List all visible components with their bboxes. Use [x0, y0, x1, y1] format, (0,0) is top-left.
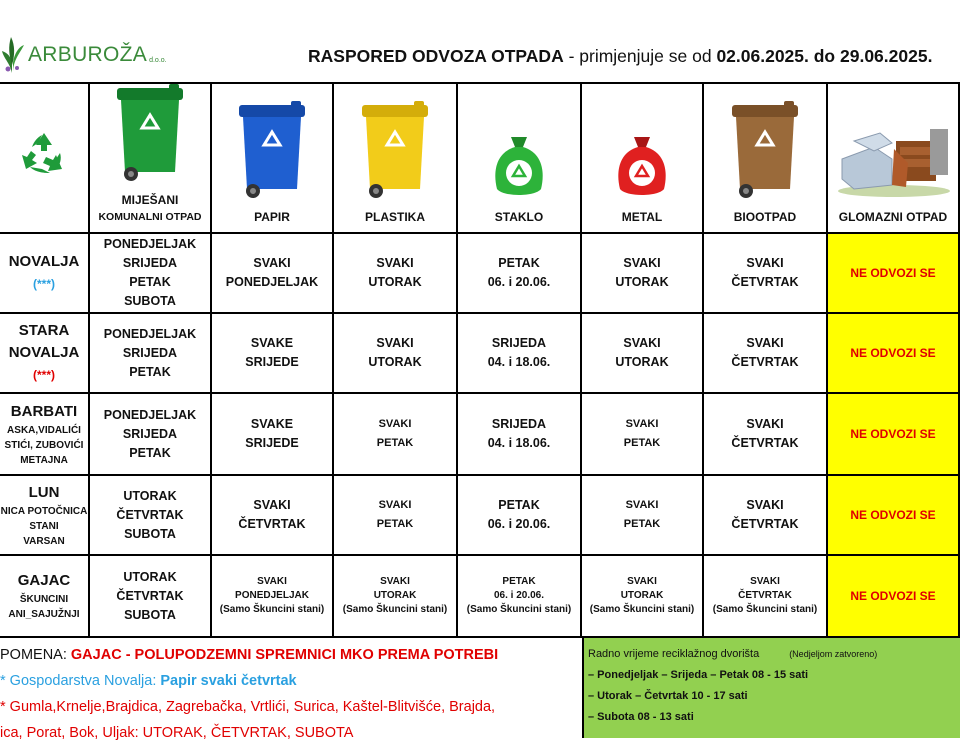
schedule-text: SRIJEDA: [122, 256, 178, 270]
schedule-text: PONEDJELJAK: [103, 326, 197, 341]
schedule-text: 04. i 18.06.: [487, 355, 551, 369]
schedule-text: PONEDJELJAK: [103, 407, 197, 422]
schedule-text: SVAKI: [376, 336, 414, 350]
schedule-text: SVAKI: [746, 417, 784, 431]
schedule-text: SVAKI: [750, 576, 780, 587]
schedule-text: UTORAK: [368, 355, 422, 369]
schedule-cell-glomazni: [828, 556, 960, 638]
remarks: [0, 638, 582, 741]
schedule-text: PONEDJELJAK: [225, 275, 319, 289]
schedule-text: ČETVRTAK: [116, 588, 184, 603]
location-name: GAJAC: [17, 572, 71, 589]
column-header-mijesani: [90, 84, 212, 234]
location-name: NOVALJA: [8, 253, 80, 270]
schedule-cell-mijesani: [90, 476, 212, 556]
schedule-text: SVAKI: [625, 499, 659, 511]
remark-line-4: ica, Porat, Bok, Uljak: UTORAK, ČETVRTAK, SUBOTA: [0, 725, 354, 741]
schedule-table: [0, 82, 960, 638]
schedule-text: NE ODVOZI SE: [850, 588, 936, 603]
schedule-text: NE ODVOZI SE: [850, 265, 936, 280]
remark-novalja-prefix: * Gospodarstva Novalja:: [0, 673, 161, 689]
schedule-text: SRIJEDA: [491, 336, 547, 350]
remark-line-1: [0, 642, 582, 668]
column-header-recycle: [0, 84, 90, 234]
schedule-text: SVAKI: [746, 336, 784, 350]
schedule-text: (Samo Škuncini stani): [589, 604, 695, 615]
schedule-cell-biootpad: [704, 314, 828, 394]
schedule-cell-plastika: [334, 234, 458, 314]
schedule-cell-staklo: [458, 234, 582, 314]
schedule-text: NE ODVOZI SE: [850, 426, 936, 441]
schedule-text: SRIJEDE: [245, 355, 299, 369]
bulky-waste-icon: [834, 119, 952, 205]
schedule-text: UTORAK: [615, 275, 669, 289]
schedule-cell-plastika: [334, 476, 458, 556]
schedule-text: UTORAK: [373, 590, 417, 601]
schedule-text: ČETVRTAK: [238, 517, 306, 531]
schedule-text: SVAKI: [746, 498, 784, 512]
location-sub: ASKA,VIDALIĆI: [7, 424, 81, 436]
schedule-text: ČETVRTAK: [731, 517, 799, 531]
schedule-text: PETAK: [376, 437, 414, 449]
recycling-yard-hours: [582, 638, 960, 738]
green-bin-icon: [111, 80, 189, 188]
schedule-text: SRIJEDE: [245, 436, 299, 450]
title-dates: 02.06.2025. do 29.06.2025.: [716, 46, 933, 66]
schedule-text: PETAK: [376, 518, 414, 530]
schedule-text: SVAKI: [627, 576, 657, 587]
location-sub: VARSAN: [23, 535, 65, 547]
column-label: KOMUNALNI OTPAD: [98, 211, 202, 223]
schedule-cell-glomazni: [828, 394, 960, 476]
schedule-text: PETAK: [623, 518, 661, 530]
location-note: (***): [32, 277, 55, 291]
column-header-papir: [212, 84, 334, 234]
schedule-cell-glomazni: [828, 234, 960, 314]
location-sub: ŠKUNCINI: [19, 594, 69, 605]
schedule-text: SUBOTA: [124, 294, 176, 308]
remark-prefix: POMENA:: [0, 647, 67, 663]
column-label: METAL: [621, 210, 663, 224]
schedule-cell-plastika: [334, 314, 458, 394]
schedule-text: SVAKI: [623, 256, 661, 270]
schedule-text: UTORAK: [620, 590, 664, 601]
remark-novalja-bold: Papir svaki četvrtak: [160, 673, 297, 689]
location-cell: [0, 394, 90, 476]
column-label: PLASTIKA: [365, 210, 425, 224]
schedule-cell-biootpad: [704, 234, 828, 314]
location-cell: [0, 556, 90, 638]
hours-closed: (Nedjeljom zatvoreno): [789, 649, 878, 659]
schedule-text: SVAKE: [250, 417, 294, 431]
leaf-logo-icon: [0, 35, 26, 75]
schedule-text: SRIJEDA: [122, 426, 178, 441]
schedule-text: ČETVRTAK: [116, 507, 184, 522]
schedule-cell-mijesani: [90, 394, 212, 476]
schedule-text: SVAKI: [253, 256, 291, 270]
location-name: LUN: [28, 483, 60, 501]
schedule-text: SVAKI: [257, 576, 287, 587]
schedule-cell-papir: [212, 314, 334, 394]
column-header-staklo: [458, 84, 582, 234]
schedule-text: PETAK: [498, 256, 540, 270]
column-label: STAKLO: [494, 210, 544, 224]
schedule-text: (Samo Škuncini stani): [466, 604, 572, 615]
schedule-text: SVAKI: [378, 499, 412, 511]
schedule-cell-mijesani: [90, 234, 212, 314]
schedule-text: SVAKI: [380, 576, 410, 587]
schedule-text: UTORAK: [368, 275, 422, 289]
schedule-cell-biootpad: [704, 556, 828, 638]
schedule-text: SVAKI: [625, 418, 659, 430]
column-header-plastika: [334, 84, 458, 234]
schedule-text: 06. i 20.06.: [487, 517, 551, 531]
schedule-cell-biootpad: [704, 394, 828, 476]
location-name: STARA: [18, 322, 70, 339]
location-note: (***): [32, 368, 55, 382]
title-middle: - primjenjuje se od: [563, 46, 717, 66]
schedule-text: (Samo Škuncini stani): [712, 604, 818, 615]
column-header-biootpad: [704, 84, 828, 234]
schedule-cell-plastika: [334, 556, 458, 638]
schedule-text: SVAKI: [623, 336, 661, 350]
schedule-text: UTORAK: [123, 569, 177, 584]
schedule-text: SVAKE: [250, 336, 294, 350]
company-logo: [0, 32, 167, 78]
schedule-cell-mijesani: [90, 556, 212, 638]
blue-bin-icon: [233, 97, 311, 205]
location-sub: NICA POTOČNICA: [0, 505, 88, 517]
schedule-cell-staklo: [458, 314, 582, 394]
schedule-cell-staklo: [458, 476, 582, 556]
location-name: BARBATI: [10, 402, 78, 420]
schedule-text: SRIJEDA: [122, 345, 178, 360]
schedule-text: NE ODVOZI SE: [850, 345, 936, 360]
schedule-cell-glomazni: [828, 476, 960, 556]
schedule-text: ČETVRTAK: [731, 436, 799, 450]
schedule-text: 06. i 20.06.: [487, 275, 551, 289]
remark-line-3: * Gumla,Krnelje,Brajdica, Zagrebačka, Vrtlići, Surica, Kaštel-Blitvišće, Brajda,: [0, 699, 496, 715]
location-sub: STANI: [29, 520, 59, 532]
schedule-text: ČETVRTAK: [738, 590, 792, 601]
schedule-cell-staklo: [458, 556, 582, 638]
schedule-text: SUBOTA: [124, 607, 176, 622]
hours-line-1: – Ponedjeljak – Srijeda – Petak 08 - 15 sati: [588, 669, 809, 681]
hours-title-line: [588, 644, 960, 665]
remark-gajac: GAJAC - POLUPODZEMNI SPREMNICI MKO PREMA POTREBI: [70, 647, 499, 663]
green-bag-icon: [489, 129, 549, 205]
schedule-text: PETAK: [623, 437, 661, 449]
title-main: RASPORED ODVOZA OTPADA: [308, 46, 564, 66]
schedule-cell-metal: [582, 394, 704, 476]
red-bag-icon: [612, 129, 672, 205]
schedule-text: PONEDJELJAK: [103, 237, 197, 251]
footer-notes: [0, 638, 960, 750]
location-name: NOVALJA: [8, 344, 80, 361]
logo-suffix: d.o.o.: [149, 56, 167, 64]
schedule-text: SVAKI: [746, 256, 784, 270]
schedule-cell-papir: [212, 556, 334, 638]
schedule-cell-biootpad: [704, 476, 828, 556]
hours-line-2: – Utorak – Četvrtak 10 - 17 sati: [588, 690, 748, 702]
schedule-text: SVAKI: [376, 256, 414, 270]
schedule-text: (Samo Škuncini stani): [342, 604, 448, 615]
recycle-icon: [20, 131, 68, 181]
schedule-cell-mijesani: [90, 314, 212, 394]
schedule-cell-papir: [212, 234, 334, 314]
schedule-text: 04. i 18.06.: [487, 436, 551, 450]
schedule-text: SVAKI: [253, 498, 291, 512]
schedule-text: NE ODVOZI SE: [850, 507, 936, 522]
schedule-cell-papir: [212, 394, 334, 476]
schedule-cell-papir: [212, 476, 334, 556]
schedule-cell-metal: [582, 556, 704, 638]
schedule-text: PETAK: [129, 364, 171, 379]
schedule-text: SVAKI: [378, 418, 412, 430]
schedule-text: PETAK: [129, 275, 171, 289]
column-label: GLOMAZNI OTPAD: [838, 210, 948, 224]
schedule-cell-metal: [582, 476, 704, 556]
location-sub: ANI_SAJUŽNJI: [8, 609, 80, 620]
schedule-text: PETAK: [129, 445, 171, 460]
schedule-text: PETAK: [498, 498, 540, 512]
logo-name: ARBUROŽA: [28, 43, 148, 66]
schedule-cell-metal: [582, 234, 704, 314]
schedule-cell-glomazni: [828, 314, 960, 394]
column-label: BIOOTPAD: [733, 210, 797, 224]
schedule-text: SRIJEDA: [491, 417, 547, 431]
location-sub: METAJNA: [20, 454, 68, 466]
schedule-text: UTORAK: [615, 355, 669, 369]
hours-title: Radno vrijeme reciklažnog dvorišta: [588, 648, 760, 660]
location-cell: [0, 314, 90, 394]
yellow-bin-icon: [356, 97, 434, 205]
remark-line-2: [0, 668, 582, 694]
page-title: [308, 46, 932, 67]
brown-bin-icon: [726, 97, 804, 205]
schedule-text: 06. i 20.06.: [493, 590, 545, 601]
schedule-text: UTORAK: [123, 488, 177, 503]
schedule-cell-staklo: [458, 394, 582, 476]
schedule-text: PONEDJELJAK: [235, 590, 309, 601]
schedule-text: PETAK: [502, 576, 536, 587]
location-cell: [0, 476, 90, 556]
schedule-cell-metal: [582, 314, 704, 394]
schedule-text: SUBOTA: [124, 526, 176, 541]
schedule-cell-plastika: [334, 394, 458, 476]
schedule-text: (Samo Škuncini stani): [219, 604, 325, 615]
schedule-text: ČETVRTAK: [731, 355, 799, 369]
location-sub: STIĆI, ZUBOVIĆI: [4, 439, 84, 451]
column-label: PAPIR: [254, 210, 290, 224]
column-header-glomazni: [828, 84, 960, 234]
schedule-text: ČETVRTAK: [731, 275, 799, 289]
hours-line-3: – Subota 08 - 13 sati: [588, 711, 694, 723]
column-header-metal: [582, 84, 704, 234]
location-cell: [0, 234, 90, 314]
column-label: MIJEŠANI: [121, 193, 179, 207]
